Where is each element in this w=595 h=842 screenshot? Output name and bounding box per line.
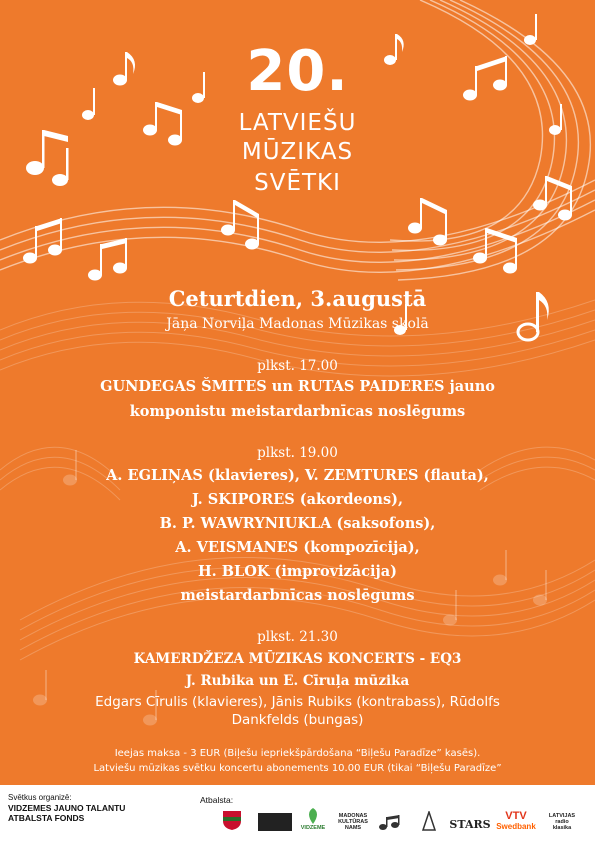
stars-logo: STARS [449, 818, 491, 831]
session-3-line-1: KAMERDŽEZA MŪZIKAS KONCERTS - EQ3 [133, 651, 462, 667]
session-2-line-5: H. BLOK (improvizācija) [197, 563, 398, 580]
event-date: Ceturtdien, 3.augustā [168, 286, 427, 311]
vidzeme-logo: VIDZEME [296, 795, 330, 831]
coat-of-arms-icon [221, 809, 243, 831]
latvian-institute-logo [258, 795, 292, 831]
organizer-label: Svētkus organizē: [8, 793, 72, 802]
festival-title-line-3: SVĒTKI [254, 170, 341, 196]
tower-icon [420, 811, 438, 831]
music-notes-icon [377, 815, 405, 831]
festival-number: 20. [246, 39, 349, 104]
madonas-novads-logo [212, 795, 252, 831]
session-2-time: plkst. 19.00 [257, 445, 338, 461]
session-1-line-2: komponistu meistardarbnīcas noslēgums [129, 403, 466, 420]
ticket-info-2: Latviešu mūzikas svētku koncertu abonements 10.00 EUR (tikai “Biļešu Paradīze” [93, 763, 502, 774]
support-label: Atbalsta: [200, 795, 234, 805]
madonas-mv-logo [412, 795, 446, 831]
session-3-performers-2: Dankfelds (bungas) [231, 712, 364, 728]
music-school-logo [374, 795, 408, 831]
leaf-icon [304, 807, 322, 825]
session-3-line-2: J. Rubika un E. Cīruļa mūzika [185, 673, 410, 689]
vtv-swedbank-logo [494, 795, 538, 831]
event-venue: Jāņa Norviļa Madonas Mūzikas skolā [166, 316, 429, 332]
session-3-performers-1: Edgars Cīrulis (klavieres), Jānis Rubiks (kontrabass), Rūdolfs [95, 694, 500, 710]
session-3-time: plkst. 21.30 [257, 629, 338, 645]
ticket-info-1: Ieejas maksa - 3 EUR (Biļešu iepriekšpārdošana “Biļešu Paradīze” kasēs). [114, 748, 481, 759]
organizer-name-1: VIDZEMES JAUNO TALANTU [8, 803, 126, 813]
radio-klasika-logo: LATVIJAS radio klasika [548, 813, 576, 831]
organizer-name-2: ATBALSTA FONDS [8, 813, 85, 823]
session-2-line-4: A. VEISMANES (kompozīcija), [175, 539, 420, 556]
festival-title-line-2: MŪZIKAS [241, 139, 354, 165]
session-2-line-2: J. SKIPORES (akordeons), [191, 491, 404, 508]
session-2-line-6: meistardarbnīcas noslēgums [180, 587, 415, 604]
swedbank-logo: Swedbank [496, 822, 536, 831]
session-2-line-1: A. EGLIŅAS (klavieres), V. ZEMTURES (flauta), [106, 467, 489, 484]
session-2-line-3: B. P. WAWRYNIUKLA (saksofons), [159, 515, 436, 532]
madonas-kn-logo: MADONAS KULTŪRAS NAMS [338, 813, 368, 831]
organizer-block [8, 793, 163, 823]
session-1-time: plkst. 17.00 [257, 358, 338, 374]
session-1-line-1: GUNDEGAS ŠMITES un RUTAS PAIDERES jauno [100, 378, 495, 395]
festival-title-line-1: LATVIEŠU [238, 110, 357, 136]
vtv-logo: VTV [505, 810, 527, 822]
